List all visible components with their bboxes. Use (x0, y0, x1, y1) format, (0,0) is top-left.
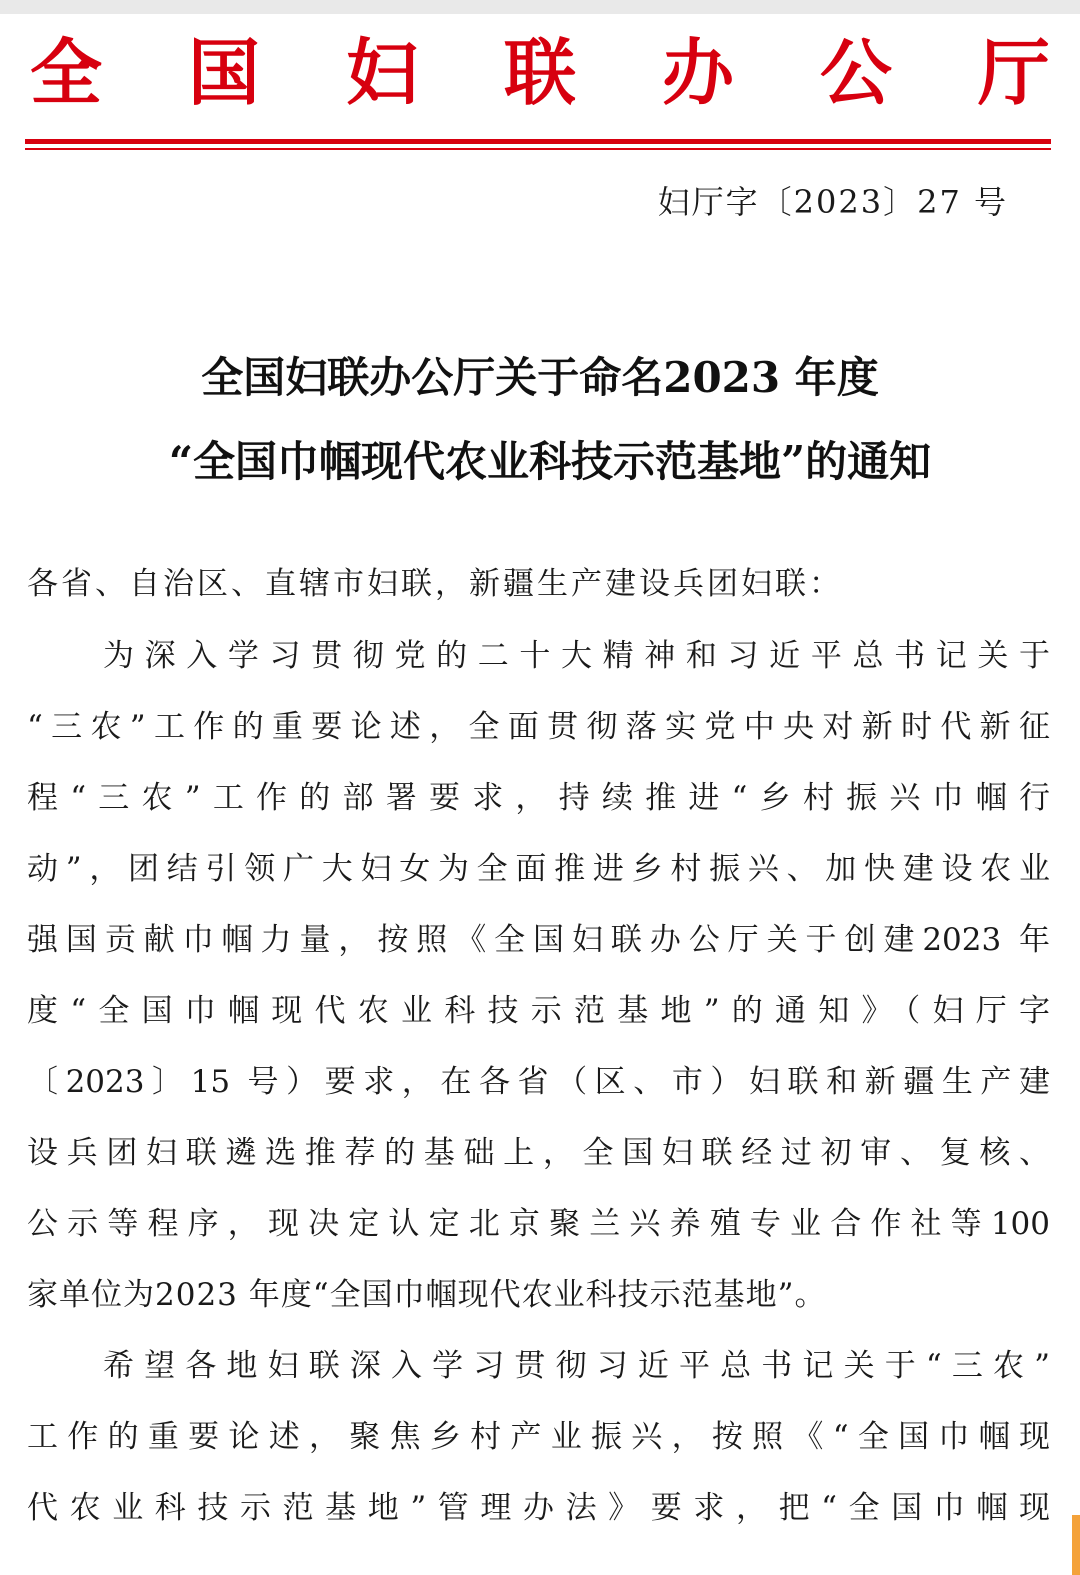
letterhead-char: 国 (187, 30, 260, 115)
body-line: 设兵团妇联遴选推荐的基础上，全国妇联经过初审、复核、 (27, 1135, 1050, 1171)
letterhead-char: 办 (661, 30, 734, 115)
letterhead-char: 联 (503, 30, 576, 115)
letterhead (30, 28, 1050, 118)
letterhead-char: 厅 (977, 30, 1050, 115)
body-line: 度“全国巾帼现代农业科技示范基地”的通知》（妇厅字 (27, 993, 1050, 1029)
body-line: “三农”工作的重要论述，全面贯彻落实党中央对新时代新征 (27, 709, 1050, 745)
edge-tab (1072, 1515, 1080, 1575)
letterhead-char: 妇 (345, 30, 418, 115)
body-line: 强国贡献巾帼力量，按照《全国妇联办公厅关于创建2023 年 (27, 922, 1050, 958)
title-line-1: 全国妇联办公厅关于命名2023 年度 (201, 353, 879, 402)
body-line: 程“三农”工作的部署要求，持续推进“乡村振兴巾帼行 (27, 780, 1050, 816)
letterhead-char: 全 (30, 30, 103, 115)
body-line: 代农业科技示范基地”管理办法》要求，把“全国巾帼现 (27, 1490, 1050, 1526)
document-number: 妇厅字〔2023〕27 号 (657, 183, 1008, 221)
body-line: 希望各地妇联深入学习贯彻习近平总书记关于“三农” (103, 1348, 1050, 1384)
body-line: 工作的重要论述，聚焦乡村产业振兴，按照《“全国巾帼现 (27, 1419, 1050, 1455)
body-line: 动”，团结引领广大妇女为全面推进乡村振兴、加快建设农业 (27, 851, 1050, 887)
red-divider-thick (25, 139, 1051, 144)
red-divider-thin (25, 148, 1051, 150)
title-line-2: “全国巾帼现代农业科技示范基地”的通知 (168, 437, 932, 486)
body-line: 〔2023〕15 号）要求，在各省（区、市）妇联和新疆生产建 (27, 1064, 1050, 1100)
body-line: 家单位为2023 年度“全国巾帼现代农业科技示范基地”。 (27, 1277, 827, 1313)
top-strip (0, 0, 1080, 14)
body-line: 为深入学习贯彻党的二十大精神和习近平总书记关于 (103, 638, 1050, 674)
letterhead-char: 公 (819, 30, 892, 115)
body-line: 公示等程序，现决定认定北京聚兰兴养殖专业合作社等100 (27, 1206, 1050, 1242)
salutation-line: 各省、自治区、直辖市妇联，新疆生产建设兵团妇联： (27, 566, 843, 602)
